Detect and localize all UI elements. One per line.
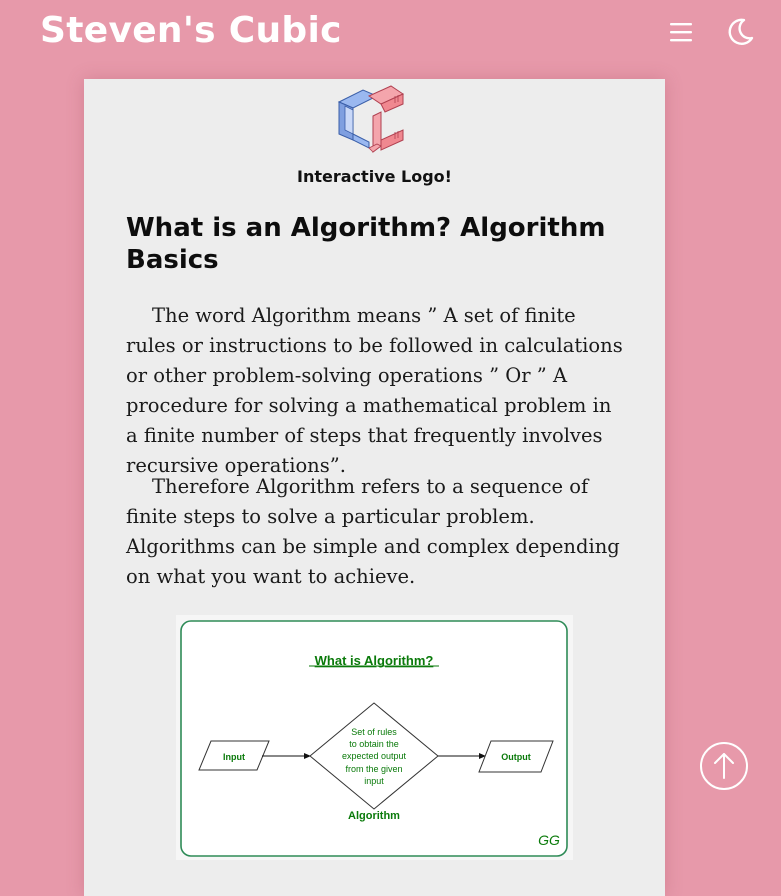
top-bar xyxy=(0,0,781,64)
cube-logo-icon[interactable] xyxy=(333,82,409,158)
algorithm-diagram xyxy=(176,615,573,860)
diamond-caption: Algorithm xyxy=(348,810,400,822)
diamond-line-2: to obtain the xyxy=(349,739,399,749)
article-title: What is an Algorithm? Algorithm Basics xyxy=(126,213,606,275)
article-card xyxy=(84,79,665,896)
logo-caption: Interactive Logo! xyxy=(297,167,452,186)
diamond-line-3: expected output xyxy=(341,751,407,761)
diamond-line-4: from the given xyxy=(345,764,403,774)
hamburger-icon[interactable] xyxy=(668,20,694,44)
diamond-line-1: Set of rules xyxy=(351,727,397,737)
input-label: Input xyxy=(223,752,245,762)
diagram-title: What is Algorithm? xyxy=(314,653,434,668)
arrow-up-icon xyxy=(702,744,746,788)
moon-icon[interactable] xyxy=(724,16,756,48)
gg-watermark: GG xyxy=(538,832,560,848)
site-title[interactable]: Steven's Cubic xyxy=(40,10,342,51)
paragraph-definition: The word Algorithm means ” A set of finite rules or instructions to be followed in calculations or other problem-solving operations ” Or ” A procedure for solving a mathematical problem in a finite number of steps that frequently involves recursive operations”. xyxy=(126,304,623,477)
diamond-line-5: input xyxy=(364,776,384,786)
output-label: Output xyxy=(501,752,531,762)
paragraph-summary: Therefore Algorithm refers to a sequence of finite steps to solve a particular problem. Algorithms can be simple and complex depending on what you want to achieve. xyxy=(126,475,620,588)
scroll-to-top-button[interactable] xyxy=(700,742,748,790)
